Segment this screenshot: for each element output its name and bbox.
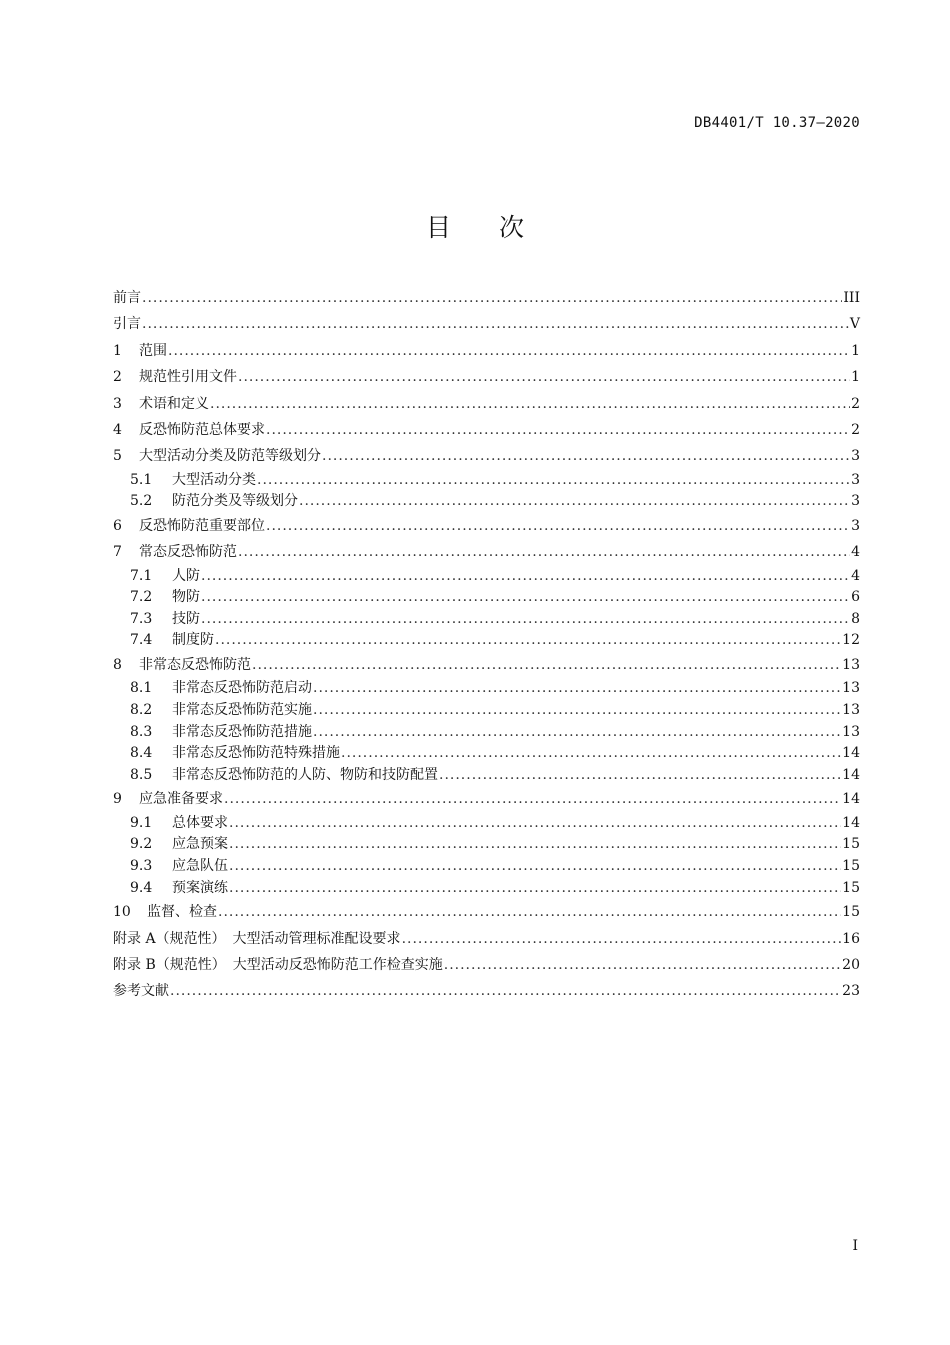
toc-entry-label: 非常态反恐怖防范的人防、物防和技防配置: [172, 766, 438, 783]
toc-entry[interactable]: [113, 285, 860, 311]
page-title: 目次: [425, 213, 572, 242]
toc-entry-page: 3: [851, 448, 860, 465]
toc-entry-number: 7.4: [130, 632, 153, 649]
toc-entry[interactable]: [113, 311, 860, 337]
dot-leader: [218, 899, 841, 925]
dot-leader: [444, 952, 841, 978]
toc-entry-page: 4: [851, 567, 860, 584]
toc-entry-page: 15: [842, 879, 860, 896]
toc-entry[interactable]: [113, 443, 860, 469]
toc-entry-label: 制度防: [172, 632, 214, 649]
toc-entry[interactable]: [113, 813, 860, 835]
toc-entry[interactable]: [113, 856, 860, 878]
toc-entry[interactable]: [113, 878, 860, 900]
toc-entry[interactable]: [113, 364, 860, 390]
toc-entry[interactable]: [113, 539, 860, 565]
toc-entry-label: 前言: [113, 290, 141, 306]
toc-entry-page: 3: [851, 493, 860, 510]
toc-entry-label: 技防: [172, 610, 200, 627]
toc-entry-number: 7.1: [130, 567, 153, 584]
dot-leader: [142, 285, 842, 311]
dot-leader: [229, 878, 841, 900]
toc-entry[interactable]: [113, 722, 860, 744]
dot-leader: [299, 491, 850, 513]
toc-entry-page: 15: [842, 836, 860, 853]
dot-leader: [170, 978, 841, 1004]
toc-entry-number: 1: [113, 342, 122, 359]
toc-entry-label: 反恐怖防范总体要求: [139, 421, 265, 438]
toc-entry[interactable]: [113, 470, 860, 492]
toc-entry[interactable]: [113, 587, 860, 609]
toc-entry-label: 监督、检查: [147, 904, 217, 921]
toc-entry-number: 7: [113, 544, 122, 561]
page-number: I: [852, 1238, 858, 1254]
dot-leader: [252, 652, 841, 678]
toc-entry-number: 9.4: [130, 879, 153, 896]
toc-entry-page: 15: [842, 904, 860, 921]
toc-entry-label: 非常态反恐怖防范启动: [172, 680, 312, 697]
dot-leader: [313, 700, 841, 722]
toc-entry-label: 应急队伍: [172, 858, 228, 875]
toc-entry-page: 15: [842, 858, 860, 875]
toc-entry-page: 6: [851, 589, 860, 606]
toc-entry-label: 防范分类及等级划分: [172, 493, 298, 510]
dot-leader: [266, 513, 850, 539]
toc-entry-label: 范围: [139, 342, 167, 359]
toc-entry-number: 7.2: [130, 589, 153, 606]
toc-entry-page: 14: [842, 791, 860, 808]
dot-leader: [168, 338, 850, 364]
document-number: DB4401/T 10.37—2020: [694, 115, 860, 131]
toc-entry-label: 非常态反恐怖防范实施: [172, 702, 312, 719]
toc-entry-label: 非常态反恐怖防范: [139, 657, 251, 674]
toc-entry[interactable]: [113, 609, 860, 631]
toc-entry-page: 13: [842, 657, 860, 674]
toc-entry[interactable]: [113, 630, 860, 652]
toc-entry-number: 8.3: [130, 723, 153, 740]
toc-entry-label: 非常态反恐怖防范特殊措施: [172, 745, 340, 762]
toc-entry-page: 2: [851, 421, 860, 438]
toc-entry-label: 常态反恐怖防范: [139, 544, 237, 561]
toc-entry-label: 应急预案: [172, 836, 228, 853]
dot-leader: [215, 630, 841, 652]
toc-entry[interactable]: [113, 391, 860, 417]
toc-entry-page: 12: [842, 632, 860, 649]
toc-entry[interactable]: [113, 978, 860, 1004]
toc-entry-number: 3: [113, 395, 122, 412]
toc-entry-page: 20: [842, 956, 860, 973]
toc-entry-label: 物防: [172, 589, 200, 606]
toc-entry-label: 预案演练: [172, 879, 228, 896]
toc-entry[interactable]: [113, 952, 860, 978]
toc-entry-number: 8.4: [130, 745, 153, 762]
toc-entry-number: 5.2: [130, 493, 153, 510]
toc-entry-page: 8: [851, 610, 860, 627]
dot-leader: [229, 834, 841, 856]
toc-entry-label: 引言: [113, 316, 141, 333]
toc-entry[interactable]: [113, 926, 860, 952]
dot-leader: [224, 786, 841, 812]
toc-entry-number: 9.3: [130, 858, 153, 875]
toc-entry[interactable]: [113, 834, 860, 856]
dot-leader: [266, 417, 850, 443]
toc-entry-number: 7.3: [130, 610, 153, 627]
toc-entry[interactable]: [113, 678, 860, 700]
toc-entry[interactable]: [113, 566, 860, 588]
toc-entry-page: 3: [851, 517, 860, 534]
dot-leader: [238, 364, 850, 390]
toc-entry[interactable]: [113, 743, 860, 765]
toc-entry-label: 人防: [172, 567, 200, 584]
toc-entry-label: 反恐怖防范重要部位: [139, 517, 265, 534]
toc-entry-number: 6: [113, 517, 122, 534]
dot-leader: [229, 813, 841, 835]
toc-entry-page: 4: [851, 544, 860, 561]
dot-leader: [210, 391, 850, 417]
toc-entry-page: 14: [842, 745, 860, 762]
toc-entry-label: 大型活动分类: [172, 471, 256, 488]
dot-leader: [439, 765, 841, 787]
toc-entry-page: 2: [851, 395, 860, 412]
toc-entry-number: 8.5: [130, 766, 153, 783]
toc-entry[interactable]: [113, 417, 860, 443]
toc-entry-page: 1: [851, 342, 860, 359]
dot-leader: [341, 743, 841, 765]
dot-leader: [322, 443, 850, 469]
dot-leader: [142, 311, 849, 337]
toc-entry-number: 5.1: [130, 471, 153, 488]
toc-entry-number: 9.1: [130, 814, 153, 831]
toc-entry-label: 附录 B（规范性） 大型活动反恐怖防范工作检查实施: [113, 956, 443, 973]
toc-entry[interactable]: [113, 338, 860, 364]
toc-entry-label: 非常态反恐怖防范措施: [172, 723, 312, 740]
dot-leader: [229, 856, 841, 878]
toc-entry-label: 参考文献: [113, 983, 169, 1000]
toc-entry[interactable]: [113, 652, 860, 678]
toc-entry-page: 13: [842, 723, 860, 740]
toc-entry-label: 术语和定义: [139, 395, 209, 412]
toc-entry-page: 13: [842, 680, 860, 697]
toc-entry[interactable]: [113, 786, 860, 812]
toc-entry-label: 应急准备要求: [139, 791, 223, 808]
dot-leader: [313, 678, 841, 700]
dot-leader: [313, 722, 841, 744]
toc-entry-page: 14: [842, 814, 860, 831]
toc-entry-label: 附录 A（规范性） 大型活动管理标准配设要求: [113, 930, 401, 947]
toc-entry-page: 1: [851, 369, 860, 386]
toc-entry-number: 9.2: [130, 836, 153, 853]
toc-entry-number: 10: [113, 904, 131, 921]
toc-entry-page: 3: [851, 471, 860, 488]
toc-entry-page: 14: [842, 766, 860, 783]
toc-entry[interactable]: [113, 765, 860, 787]
toc-entry-number: 5: [113, 448, 122, 465]
toc-entry-number: 4: [113, 421, 122, 438]
dot-leader: [402, 926, 842, 952]
toc-entry-label: 大型活动分类及防范等级划分: [139, 448, 321, 465]
toc-entry-page: V: [849, 316, 860, 333]
dot-leader: [257, 470, 850, 492]
toc-entry-label: 总体要求: [172, 814, 228, 831]
toc-entry-page: 13: [842, 702, 860, 719]
toc-entry-label: 规范性引用文件: [139, 369, 237, 386]
toc-entry[interactable]: [113, 700, 860, 722]
toc-entry-number: 8.1: [130, 680, 153, 697]
dot-leader: [201, 566, 850, 588]
dot-leader: [238, 539, 850, 565]
dot-leader: [201, 587, 850, 609]
toc-entry-number: 8: [113, 657, 122, 674]
dot-leader: [201, 609, 850, 631]
toc-entry-number: 8.2: [130, 702, 153, 719]
table-of-contents: [113, 285, 860, 1005]
toc-entry[interactable]: [113, 491, 860, 513]
toc-entry-number: 9: [113, 791, 122, 808]
toc-entry-number: 2: [113, 369, 122, 386]
toc-entry[interactable]: [113, 899, 860, 925]
toc-entry-page: III: [843, 290, 860, 306]
toc-entry[interactable]: [113, 513, 860, 539]
toc-entry-page: 16: [842, 930, 860, 947]
toc-entry-page: 23: [842, 983, 860, 1000]
